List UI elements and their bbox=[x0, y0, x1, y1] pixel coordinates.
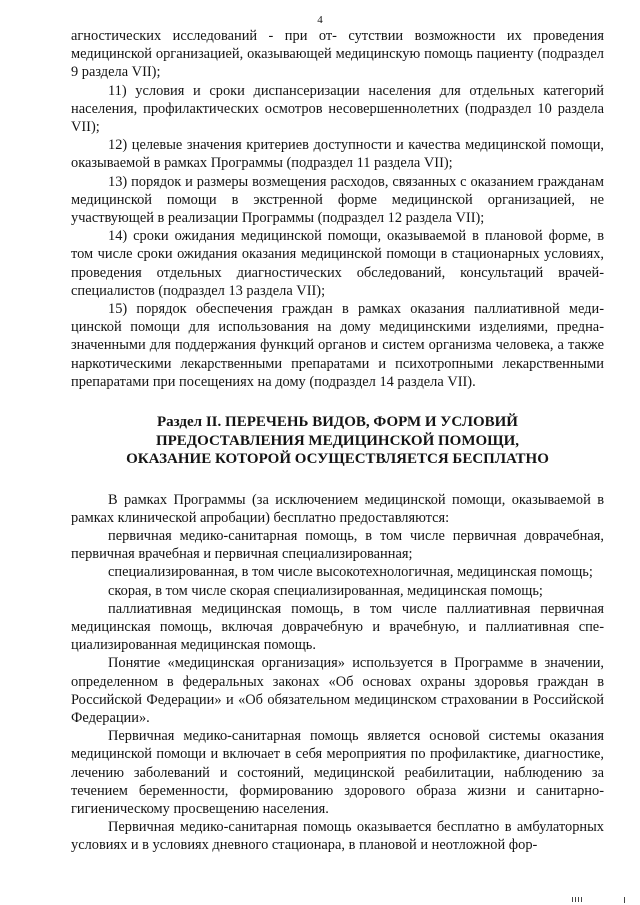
paragraph: паллиативная медицинская помощь, в том числе паллиативная первичная медицинская помощь, включая доврачебную и врачебную, и паллиативная специализированная медицинская помощь. bbox=[71, 600, 604, 654]
paragraph: Первичная медико-санитарная помощь оказывается бесплатно в амбулаторных условиях и в условиях дневного стационара, в плановой и неотложной фор- bbox=[71, 819, 604, 854]
paragraph: агностических исследований - при от- сутствии возможности их проведения медицинской организацией, оказывающей медицинскую помощь пациенту (подраздел 9 раздела VII); bbox=[71, 28, 604, 81]
section-heading-line: Раздел II. ПЕРЕЧЕНЬ ВИДОВ, ФОРМ И УСЛОВИЙ bbox=[157, 414, 518, 431]
scan-mark bbox=[581, 897, 582, 902]
paragraph: 13) порядок и размеры возмещения расходов, связанных с оказанием гражданам медицинской помощи в экстренной форме медицинской организацией, не участвующей в реализации Программы (подраздел 12 раздела VII); bbox=[71, 173, 604, 227]
paragraph: специализированная, в том числе высокотехнологичная, медицинская помощь; bbox=[108, 564, 593, 581]
paragraph: 12) целевые значения критериев доступности и качества медицинской помощи, оказываемой в рамках Программы (подраздел 11 раздела VII); bbox=[71, 137, 604, 172]
paragraph: 15) порядок обеспечения граждан в рамках оказания паллиативной медицинской помощи для использования на дому медицинскими изделиями, предназначенными для поддержания функций органов и систем организма человека, а также наркотическими лекарственными препаратами и психотропными лекарственными препаратами при посещениях на дому (подраздел 14 раздела VII). bbox=[71, 301, 604, 390]
paragraph: первичная медико-санитарная помощь, в том числе первичная доврачебная, первичная врачебная и первичная специализированная; bbox=[71, 527, 604, 563]
paragraph: Первичная медико-санитарная помощь является основой системы оказания медицинской помощи и включает в себя мероприятия по профилактике, диагностике, лечению заболеваний и состояний, медицинской реабилитации, наблюдению за течением беременности, формированию здорового образа жизни и санитарно-гигиеническому просвещению населения. bbox=[71, 728, 604, 818]
section-heading-line: ОКАЗАНИЕ КОТОРОЙ ОСУЩЕСТВЛЯЕТСЯ БЕСПЛАТНО bbox=[126, 451, 549, 468]
scan-mark bbox=[572, 897, 573, 902]
scan-mark bbox=[624, 897, 625, 903]
scan-mark bbox=[575, 897, 576, 902]
paragraph: В рамках Программы (за исключением медицинской помощи, оказываемой в рамках клинической апробации) бесплатно предоставляются: bbox=[71, 491, 604, 526]
section-heading bbox=[71, 413, 604, 469]
paragraph: 14) сроки ожидания медицинской помощи, оказываемой в плановой форме, в том числе сроки ожидания оказания медицинской помощи в стационарных условиях, проведения отдельных диагностических обследований, консультаций врачей-специалистов (подраздел 13 раздела VII); bbox=[71, 228, 604, 299]
document-body bbox=[71, 27, 604, 855]
page-number: 4 bbox=[317, 14, 323, 26]
paragraph: скорая, в том числе скорая специализированная, медицинская помощь; bbox=[108, 582, 543, 599]
paragraph: Понятие «медицинская организация» используется в Программе в значении, определенном в федеральных законах «Об основах охраны здоровья граждан в Российской Федерации» и «Об обязательном медицинском страховании в Российской Федерации». bbox=[71, 655, 604, 726]
paragraphs-before-heading bbox=[71, 27, 604, 391]
section-heading-line: ПРЕДОСТАВЛЕНИЯ МЕДИЦИНСКОЙ ПОМОЩИ, bbox=[155, 432, 520, 449]
paragraph: 11) условия и сроки диспансеризации населения для отдельных категорий населения, профилактических осмотров несовершеннолетних (подраздел 10 раздела VII); bbox=[71, 82, 604, 136]
paragraphs-after-heading bbox=[71, 491, 604, 855]
scan-mark bbox=[578, 897, 579, 902]
scan-marks bbox=[572, 897, 632, 905]
